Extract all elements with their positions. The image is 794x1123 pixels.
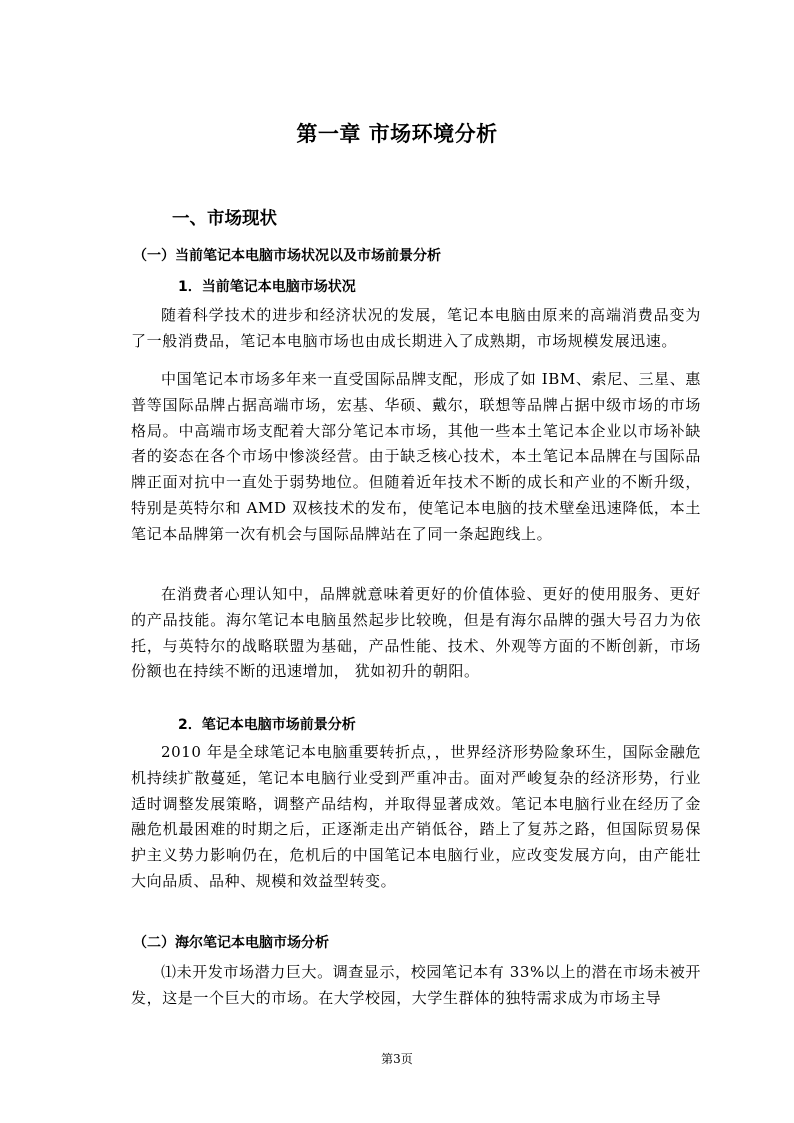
paragraph: ⑴未开发市场潜力巨大。调查显示，校园笔记本有 33%以上的潜在市场未被开发，这是一个巨大的市场。在大学校园，大学生群体的独特需求成为市场主导 bbox=[131, 963, 701, 1007]
paragraph: 中国笔记本市场多年来一直受国际品牌支配，形成了如 IBM、索尼、三星、惠普等国际品牌占据高端市场，宏基、华硕、戴尔，联想等品牌占据中级市场的市场格局。中高端市场支配着大部分笔记本市场，其他一些本土笔记本企业以市场补缺者的姿态在各个市场中惨淡经营。由于缺乏核心技术，本土笔记本品牌在与国际品牌正面对抗中一直处于弱势地位。但随着近年技术不断的成长和产业的不断升级，特别是英特尔和 AMD 双核技术的发布，使笔记本电脑的技术壁垒迅速降低，本土笔记本品牌第一次有机会与国际品牌站在了同一条起跑线上。 bbox=[131, 370, 701, 543]
subsection-heading: （一）当前笔记本电脑市场状况以及市场前景分析 bbox=[133, 248, 441, 264]
paragraph: 随着科学技术的进步和经济状况的发展，笔记本电脑由原来的高端消费品变为了一般消费品，笔记本电脑市场也由成长期进入了成熟期，市场规模发展迅速。 bbox=[131, 306, 701, 350]
paragraph: 在消费者心理认知中，品牌就意味着更好的价值体验、更好的使用服务、更好的产品技能。海尔笔记本电脑虽然起步比较晚，但是有海尔品牌的强大号召力为依托，与英特尔的战略联盟为基础，产品性能、技术、外观等方面的不断创新，市场份额也在持续不断的迅速增加， 犹如初升的朝阳。 bbox=[131, 585, 701, 681]
chapter-title: 第一章 市场环境分析 bbox=[296, 122, 498, 146]
item-heading: 2．笔记本电脑市场前景分析 bbox=[178, 717, 356, 733]
page-number: 第3页 bbox=[381, 1052, 413, 1066]
item-heading: 1．当前笔记本电脑市场状况 bbox=[178, 279, 356, 295]
section-title: 一、市场现状 bbox=[172, 209, 277, 229]
subsection-heading: （二）海尔笔记本电脑市场分析 bbox=[133, 935, 329, 951]
paragraph: 2010 年是全球笔记本电脑重要转折点，，世界经济形势险象环生，国际金融危机持续扩散蔓延，笔记本电脑行业受到严重冲击。面对严峻复杂的经济形势，行业适时调整发展策略，调整产品结构，并取得显著成效。笔记本电脑行业在经历了金融危机最困难的时期之后，正逐渐走出产销低谷，踏上了复苏之路，但国际贸易保护主义势力影响仍在，危机后的中国笔记本电脑行业，应改变发展方向，由产能壮大向品质、品种、规模和效益型转变。 bbox=[131, 743, 701, 890]
